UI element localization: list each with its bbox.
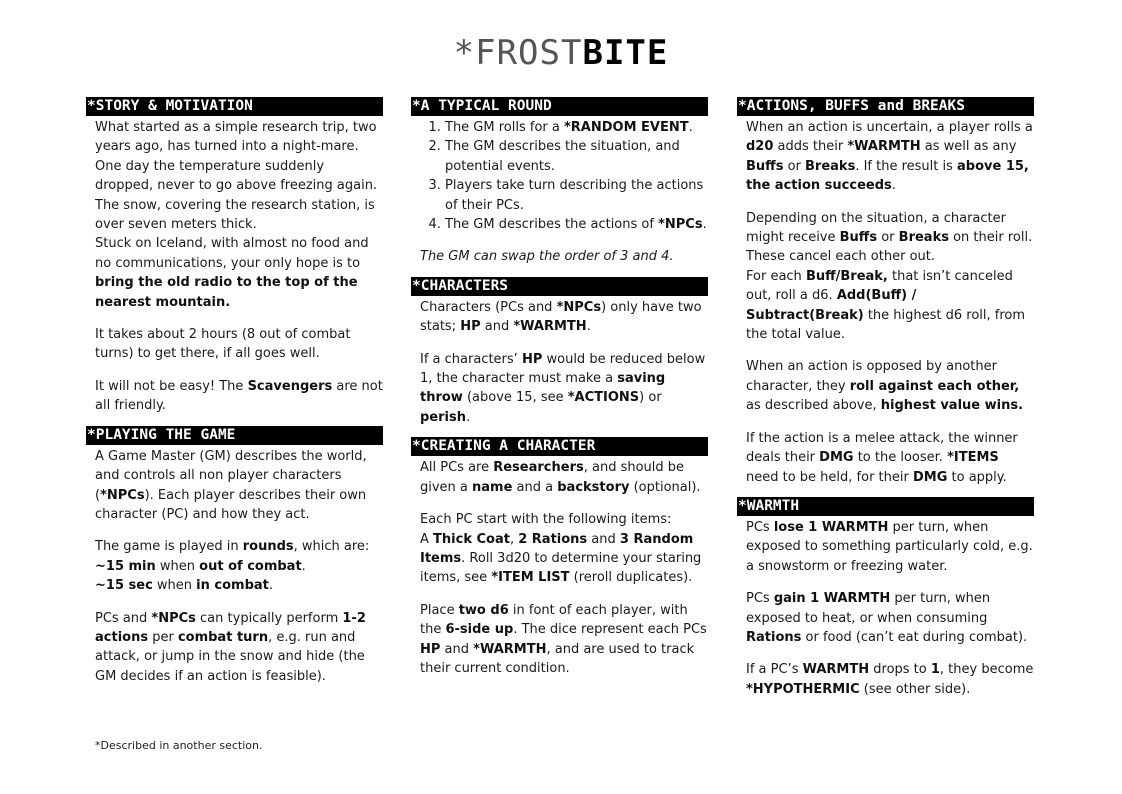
section-story [86,97,383,416]
bold-term: backstory [557,479,630,495]
text-run: . If the result is [855,158,958,174]
text-run: Place [420,602,459,618]
bold-term: 1-2 actions [95,610,366,645]
bold-term: *ACTIONS [567,390,640,406]
text-run: as well as any [920,139,1017,155]
bold-term: HP [460,319,481,335]
text-run: , they become [939,662,1034,678]
text-run: Stuck on Iceland, with almost no food and no communications, your only hope is to [95,236,369,271]
section-characters [411,277,708,427]
section-warmth [737,497,1034,699]
bold-term: highest value wins. [880,398,1024,414]
bold-term: DMG [912,469,948,485]
text-run: A [420,531,434,547]
text-run: on their roll. These cancel each other out. [746,230,1033,265]
paragraph [746,518,1034,576]
bold-term: perish [420,409,466,425]
text-run: A Game Master (GM) describes the world, and controls all non player characters ( [95,448,367,503]
bold-term: above 15, the action succeeds [746,158,1029,194]
bold-term: ~15 min [95,558,156,574]
text-run: If a characters’ [420,351,522,367]
text-run: can typically perform [195,610,343,626]
section-playing [86,426,383,686]
section-body [411,118,708,267]
text-run: The GM describes the actions of [445,217,659,233]
bold-term: *WARMTH [847,139,921,155]
section-heading: *PLAYING THE GAME [86,426,383,445]
text-run: If the action is a melee attack, the winner deals their [746,430,1018,466]
paragraph [420,350,708,428]
paragraph [95,377,383,416]
bold-term: d20 [746,139,774,155]
text-run: , and are used to track their current condition. [420,641,695,676]
bold-term: lose 1 WARMTH [773,519,889,535]
text-run: It takes about 2 hours (8 out of combat turns) to get there, if all goes well. [95,327,351,362]
text-run: would be reduced below 1, the character must make a [420,351,706,387]
section-actions [737,97,1034,487]
bold-term: out of combat [199,558,302,574]
paragraph [420,601,708,679]
text-run: , and should be given a [420,460,685,495]
text-run: and a [512,479,558,495]
paragraph [95,447,383,525]
bold-term: Researchers [493,460,584,476]
text-run: and [480,319,514,335]
text-run: are not all friendly. [95,378,383,414]
paragraph [420,458,708,497]
bold-term: *NPCs [151,610,196,626]
text-run: ) or [639,390,662,406]
section-heading: *CHARACTERS [411,277,708,296]
text-run: , e.g. run and attack, or jump in the snow and hide (the GM decides if an action is feasible). [95,629,365,684]
bold-term: *WARMTH [513,319,587,335]
section-creating [411,437,708,678]
section-heading: *ACTIONS, BUFFS and BREAKS [737,97,1034,116]
section-body [411,458,708,678]
text-run: When an action is opposed by another character, they [746,359,997,394]
bold-term: in combat [196,578,269,594]
paragraph [95,118,383,234]
bold-term: *ITEM LIST [491,570,570,586]
paragraph [420,298,708,337]
text-run: The game is played in [95,539,243,555]
section-body [86,447,383,686]
text-run: . [702,217,707,233]
bold-term: 6-side up [445,622,514,638]
text-run: . [891,178,896,194]
paragraph [746,589,1034,647]
text-run: (see other side). [859,681,971,697]
text-run: Each PC start with the following items: [420,512,672,528]
paragraph [95,325,383,364]
text-run: PCs [746,519,774,535]
column-3 [737,97,1034,709]
text-run: or food (can’t eat during combat). [801,629,1028,645]
text-run: Characters (PCs and [420,299,557,315]
text-run: to the looser. [853,450,948,466]
text-run: or [783,158,806,174]
text-run: PCs and [95,610,152,626]
bold-term: rounds [242,539,294,555]
section-body [737,518,1034,699]
text-run: What started as a simple research trip, two years ago, has turned into a night-mare. One day the temperature suddenly dropped, never to go above freezing again. The snow, covering the research station, is over seven meters thick. [95,120,378,233]
text-run: . [688,120,693,135]
text-run: that isn’t canceled out, roll a d6. [746,268,1013,304]
bold-term: bring the old radio to the top of the nearest mountain. [95,275,358,310]
paragraph [420,510,708,588]
text-run: . [301,558,306,574]
section-heading: *CREATING A CHARACTER [411,437,708,456]
paragraph [746,118,1034,196]
text-run: . [465,409,471,425]
title-light: *FROST [453,33,583,73]
text-run: All PCs are [420,460,494,476]
text-run: per turn, when exposed to something particularly cold, e.g. a snowstorm or freezing water. [746,519,1033,574]
bold-term: name [472,479,513,495]
text-run: . The dice represent each PCs [513,622,707,638]
bold-term: *NPCs [100,487,145,503]
section-body [86,118,383,416]
text-run: as described above, [746,398,881,414]
paragraph [95,609,383,687]
section-heading: *WARMTH [737,497,1034,516]
bold-term: roll against each other, [849,378,1020,394]
section-body [737,118,1034,487]
numbered-list [420,118,708,234]
bold-term: 1 [930,662,940,678]
text-run: , [509,531,519,547]
footnote: *Described in another section. [95,739,263,752]
column-1 [86,97,383,696]
text-run: need to be held, for their [746,469,913,485]
text-run: and [587,531,620,547]
text-run: It will not be easy! The [95,378,248,394]
text-run: The GM describes the situation, and potential events. [445,139,680,174]
bold-term: WARMTH [802,662,870,678]
text-run: and [440,641,474,657]
text-run: ) only have two stats; [420,299,702,335]
italic-note: The GM can swap the order of 3 and 4. [420,249,674,265]
text-run: per [148,629,178,645]
text-run: drops to [869,662,931,678]
text-run: in font of each player, with the [420,602,688,638]
bold-term: *WARMTH [473,641,547,657]
text-run: PCs [746,591,774,607]
page-title [0,33,1122,73]
title-heavy: BITE [582,33,669,73]
section-heading: *STORY & MOTIVATION [86,97,383,116]
paragraph [746,357,1034,415]
bold-term: Buffs [746,158,784,174]
bold-term: HP [420,641,441,657]
bold-term: *HYPOTHERMIC [746,681,860,697]
bold-term: saving throw [420,371,666,406]
text-run: For each [746,268,806,284]
bold-term: Add(Buff) / Subtract(Break) [746,288,917,323]
text-run: (above 15, see [462,390,568,406]
text-run: ). Each player describes their own character (PC) and how they act. [95,487,367,522]
bold-term: 3 Random Items [420,531,694,566]
text-run: adds their [773,139,848,155]
bold-term: Breaks [898,230,949,246]
paragraph [746,429,1034,487]
text-run: Depending on the situation, a character might receive [746,210,1006,246]
text-run: the highest d6 roll, from the total value. [746,307,1026,343]
text-run: per turn, when exposed to heat, or when consuming [746,591,991,626]
bold-term: *RANDOM EVENT [563,120,689,135]
bold-term: Thick Coat [433,531,510,547]
text-run: (reroll duplicates). [569,570,693,586]
text-run: . [268,578,274,594]
bold-term: *NPCs [658,217,703,233]
bold-term: combat turn [177,629,269,645]
text-run: or [877,230,899,246]
text-run: (optional). [629,479,701,495]
text-run: The GM rolls for a [445,120,564,135]
bold-term: Buffs [839,230,878,246]
section-body [411,298,708,427]
bold-term: Rations [746,629,802,645]
bold-term: two d6 [458,602,509,618]
bold-term: Buff/Break, [805,268,888,284]
text-run: when [152,578,197,594]
bold-term: *NPCs [556,299,602,315]
text-run: If a PC’s [746,662,803,678]
bold-term: *ITEMS [947,450,999,466]
bold-term: Breaks [805,158,856,174]
list-item [445,215,708,234]
text-run: when [155,558,200,574]
text-run: When an action is uncertain, a player rolls a [746,120,1033,135]
text-run: , which are: [293,539,370,555]
section-round [411,97,708,267]
bold-term: HP [521,351,543,367]
text-run: to apply. [947,469,1007,485]
paragraph [420,247,708,266]
paragraph [95,537,383,595]
paragraph [95,234,383,312]
column-2 [411,97,708,688]
list-item [445,137,708,176]
bold-term: ~15 sec [95,578,153,594]
text-run: . Roll 3d20 to determine your staring items, see [420,550,702,586]
list-item [445,176,708,215]
bold-term: gain 1 WARMTH [773,591,891,607]
bold-term: DMG [819,450,854,466]
paragraph [746,209,1034,345]
bold-term: Scavengers [247,378,333,394]
list-item [445,118,708,137]
paragraph [746,660,1034,699]
section-heading: *A TYPICAL ROUND [411,97,708,116]
text-run: Players take turn describing the actions of their PCs. [445,178,704,213]
bold-term: 2 Rations [518,531,588,547]
text-run: . [586,319,591,335]
